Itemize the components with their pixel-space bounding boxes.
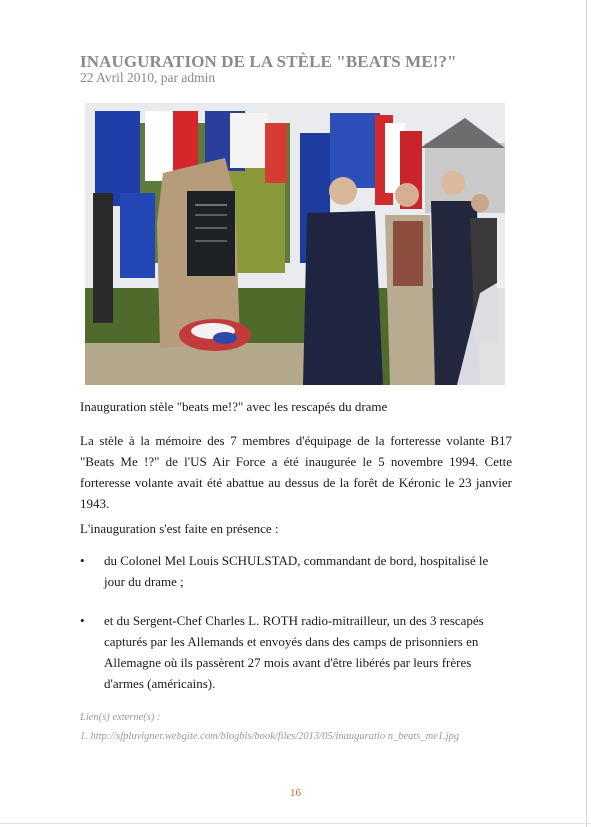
external-links-label: Lien(s) externe(s) : bbox=[80, 712, 161, 723]
paragraph-presence: L'inauguration s'est faite en présence : bbox=[80, 521, 279, 536]
photo-man-3-head bbox=[441, 171, 465, 195]
page-edge-bottom bbox=[0, 823, 591, 824]
article-byline: 22 Avril 2010, par admin bbox=[80, 70, 216, 85]
photo-man-1-body bbox=[303, 211, 383, 385]
photo-illustration bbox=[85, 103, 505, 385]
article-photo bbox=[85, 103, 505, 385]
page-edge-right bbox=[586, 0, 587, 827]
paragraph-stele: La stèle à la mémoire des 7 membres d'équipage de la forteresse volante B17 "Beats Me !?" de l'US Air Force a été inaugurée le 5 novembre 1994. Cette forteresse volante avait été abattue au dessus de la forêt de Kéronic le 23 janvier 1943. bbox=[80, 433, 512, 511]
photo-caption: Inauguration stèle "beats me!?" avec les rescapés du drame bbox=[80, 399, 388, 414]
photo-person-left bbox=[93, 193, 113, 323]
photo-man-2-head bbox=[395, 183, 419, 207]
photo-man-1-head bbox=[329, 177, 357, 205]
attendee-list bbox=[80, 550, 512, 712]
bullet-dot-icon: • bbox=[80, 553, 85, 568]
bullet-dot-icon: • bbox=[80, 613, 85, 628]
list-item bbox=[80, 550, 512, 592]
external-link-1[interactable]: 1. http://sfpluvigner.webgite.com/blogbis/book/files/2013/05/inauguratio n_beats_me1.jpg bbox=[80, 731, 460, 742]
page-number: 16 bbox=[290, 787, 301, 799]
list-item-text: du Colonel Mel Louis SCHULSTAD, commandant de bord, hospitalisé le jour du drame ; bbox=[104, 553, 489, 589]
list-item bbox=[80, 610, 512, 694]
photo-flag-eu bbox=[95, 111, 140, 206]
list-item-text: et du Sergent-Chef Charles L. ROTH radio-mitrailleur, un des 3 rescapés capturés par les Allemands et envoyés dans des camps de prisonniers en Allemagne où ils passèrent 27 mois avant d'être libérés par leurs frères d'armes (américains). bbox=[104, 613, 484, 691]
article-title: INAUGURATION DE LA STÈLE "BEATS ME!?" bbox=[80, 52, 457, 71]
photo-stele-plaque bbox=[187, 191, 235, 276]
